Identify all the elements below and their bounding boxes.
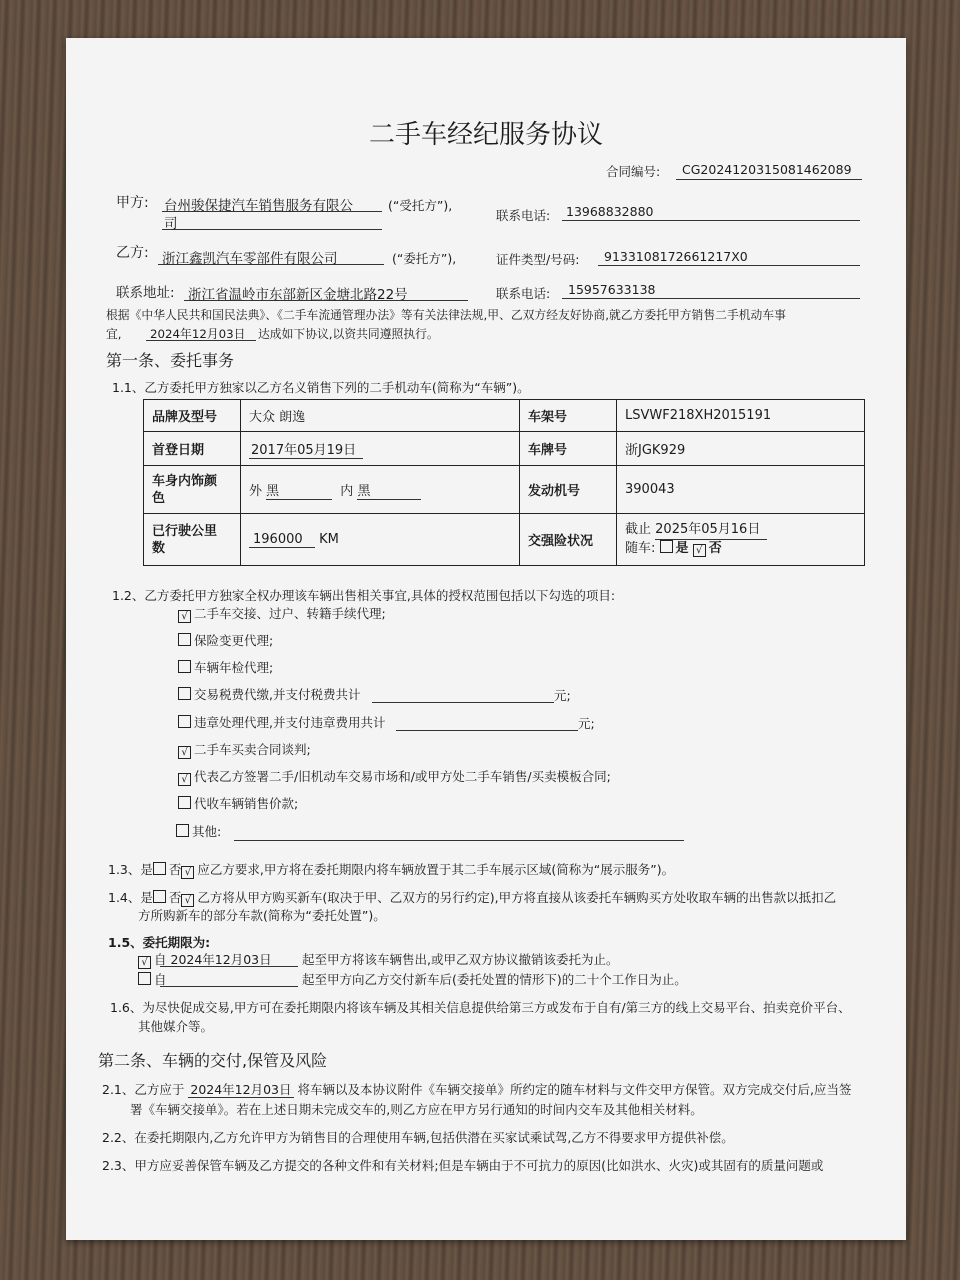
- underline: [160, 986, 298, 987]
- clause-1-3: [108, 860, 674, 879]
- option-checkbox[interactable]: √: [178, 746, 191, 759]
- option-item: [178, 604, 386, 623]
- underline: [160, 966, 298, 967]
- party-b-label: 乙方:: [116, 245, 149, 261]
- no-label: 否: [168, 862, 182, 877]
- option-item: [178, 767, 611, 786]
- yes-checkbox[interactable]: [153, 862, 166, 875]
- ins-no-label: 否: [708, 541, 722, 556]
- option-item: [178, 631, 273, 649]
- yes-label: 是: [140, 862, 153, 877]
- clause-text: 乙方将从甲方购买新车(取决于甲、乙双方的另行约定),甲方将直接从该委托车辆购买方处收取车辆的出售款以抵扣乙: [197, 890, 837, 905]
- underline: [396, 730, 578, 731]
- underline: [598, 265, 860, 266]
- preamble-line1: 根据《中华人民共和国民法典》、《二手车流通管理办法》等有关法律法规,甲、乙双方经友好协商,就乙方委托甲方销售二手机动车事: [106, 308, 786, 322]
- clause-1-5-heading: 1.5、委托期限为:: [108, 935, 211, 950]
- delivery-date: 2024年12月03日: [190, 1082, 292, 1097]
- option-tail: 元;: [578, 716, 595, 731]
- insurance-label: 交强险状况: [520, 514, 617, 566]
- from-label: 自: [154, 952, 167, 967]
- plate-label: 车牌号: [520, 432, 617, 466]
- option-checkbox[interactable]: √: [178, 773, 191, 786]
- preamble-date: 2024年12月03日: [150, 327, 246, 341]
- party-b-phone: 15957633138: [568, 282, 656, 297]
- mileage-cell: [241, 514, 520, 566]
- underline: [158, 264, 384, 265]
- color-label-2: 色: [152, 490, 166, 506]
- option-label: 保险变更代理;: [194, 633, 274, 648]
- party-a-label: 甲方:: [116, 195, 149, 211]
- vin-label: 车架号: [520, 400, 617, 432]
- party-a-role: (“受托方”),: [388, 198, 453, 213]
- table-row: [144, 466, 865, 514]
- option-checkbox[interactable]: [178, 715, 191, 728]
- section2-heading: 第二条、车辆的交付,保管及风险: [98, 1051, 328, 1070]
- from-label: 自: [154, 972, 167, 987]
- option-label: 二手车交接、过户、转籍手续代理;: [194, 606, 386, 621]
- table-row: [144, 432, 865, 466]
- party-b-address: 浙江省温岭市东部新区金塘北路22号: [188, 287, 408, 303]
- clause-1-1: 1.1、乙方委托甲方独家以乙方名义销售下列的二手机动车(简称为“车辆”)。: [112, 380, 530, 395]
- clause-2-2: 2.2、在委托期限内,乙方允许甲方为销售目的合理使用车辆,包括供潜在买家试乘试驾,乙方不得要求甲方提供补偿。: [102, 1130, 734, 1145]
- clause-num: 1.3、: [108, 862, 141, 877]
- no-label: 否: [168, 890, 182, 905]
- no-checkbox[interactable]: √: [181, 894, 194, 907]
- mileage-unit: KM: [319, 531, 339, 547]
- clause-1-4: [108, 888, 836, 907]
- contract-no-label: 合同编号:: [606, 164, 661, 179]
- option-item: [178, 713, 385, 731]
- option-item: [178, 658, 273, 676]
- term-a-text: 起至甲方将该车辆售出,或甲乙双方协议撤销该委托为止。: [302, 952, 619, 967]
- yes-checkbox[interactable]: [153, 890, 166, 903]
- exterior-prefix: 外: [249, 483, 263, 499]
- underline: [162, 229, 382, 230]
- engine-label: 发动机号: [520, 466, 617, 514]
- option-label: 其他:: [192, 824, 222, 839]
- color-label-1: 车身内饰颜: [152, 473, 218, 489]
- insurance-cell: [617, 514, 865, 566]
- clause-text: 将车辆以及本协议附件《车辆交接单》所约定的随车材料与文件交甲方保管。双方完成交付后,应当签: [297, 1082, 852, 1097]
- table-row: [144, 514, 865, 566]
- option-label: 违章处理代理,并支付违章费用共计: [194, 715, 386, 730]
- exterior-value: 黑: [266, 480, 332, 500]
- option-label: 代表乙方签署二手/旧机动车交易市场和/或甲方处二手车销售/买卖模板合同;: [194, 769, 611, 784]
- party-b-id-no: 9133108172661217X0: [604, 249, 748, 264]
- underline: [562, 220, 860, 221]
- interior-prefix: 内: [340, 483, 354, 499]
- clause-1-4-cont: 方所购新车的部分车款(简称为“委托处置”)。: [138, 908, 386, 923]
- option-checkbox[interactable]: [178, 660, 191, 673]
- option-item: [178, 685, 360, 703]
- party-b-role: (“委托方”),: [392, 251, 457, 266]
- underline: [562, 298, 860, 299]
- underline: [234, 840, 684, 841]
- party-b-addr-label: 联系地址:: [116, 285, 175, 301]
- color-label: [144, 466, 241, 514]
- term-a-date: 2024年12月03日: [170, 952, 272, 967]
- underline: [676, 179, 862, 180]
- vehicle-table: [143, 399, 865, 566]
- ins-with-car: 随车:: [625, 541, 656, 556]
- option-label: 交易税费代缴,并支付税费共计: [194, 687, 361, 702]
- party-a-name-2: 司: [164, 216, 178, 232]
- underline: [146, 340, 256, 341]
- plate-value: 浙JGK929: [617, 432, 865, 466]
- term-b-text: 起至甲方向乙方交付新车后(委托处置的情形下)的二十个工作日为止。: [302, 972, 687, 987]
- ins-until-date: 2025年05月16日: [655, 521, 767, 540]
- mileage-label: [144, 514, 241, 566]
- option-label: 二手车买卖合同谈判;: [194, 742, 311, 757]
- clause-1-6: 1.6、为尽快促成交易,甲方可在委托期限内将该车辆及其相关信息提供给第三方或发布于自有/第三方的线上交易平台、拍卖竞价平台、: [110, 1000, 851, 1015]
- option-item: [178, 794, 298, 812]
- clause-num: 1.4、: [108, 890, 141, 905]
- table-row: [144, 400, 865, 432]
- ins-no-checkbox[interactable]: √: [693, 544, 706, 557]
- vin-value: LSVWF218XH2015191: [617, 400, 865, 432]
- underline: [162, 211, 382, 212]
- party-b-phone-label: 联系电话:: [496, 286, 551, 301]
- clause-1-6-cont: 其他媒介等。: [138, 1019, 214, 1034]
- page-title: 二手车经纪服务协议: [368, 120, 603, 150]
- clause-2-3: 2.3、甲方应妥善保管车辆及乙方提交的各种文件和有关材料;但是车辆由于不可抗力的原因(比如洪水、火灾)或其固有的质量问题或: [102, 1158, 824, 1173]
- underline: [372, 702, 554, 703]
- option-tail: 元;: [554, 688, 571, 703]
- option-label: 代收车辆销售价款;: [194, 796, 299, 811]
- preamble-prefix: 宜,: [106, 327, 122, 341]
- preamble-suffix: 达成如下协议,以资共同遵照执行。: [258, 327, 439, 341]
- clause-text: 应乙方要求,甲方将在委托期限内将车辆放置于其二手车展示区域(简称为“展示服务”)。: [197, 862, 675, 877]
- mileage-value: 196000: [249, 532, 315, 548]
- party-a-phone-label: 联系电话:: [496, 208, 551, 223]
- ins-until-prefix: 截止: [625, 522, 652, 537]
- underline: [184, 300, 468, 301]
- interior-value: 黑: [357, 480, 421, 500]
- party-a-phone: 13968832880: [566, 204, 654, 219]
- term-b-checkbox[interactable]: [138, 972, 151, 985]
- option-label: 车辆年检代理;: [194, 660, 274, 675]
- section1-heading: 第一条、委托事务: [106, 351, 235, 370]
- clause-1-2: 1.2、乙方委托甲方独家全权办理该车辆出售相关事宜,具体的授权范围包括以下勾选的项目:: [112, 588, 616, 603]
- option-checkbox[interactable]: [178, 687, 191, 700]
- brand-value: 大众 朗逸: [241, 400, 520, 432]
- yes-label: 是: [140, 890, 153, 905]
- party-b-id-label: 证件类型/号码:: [496, 252, 580, 267]
- reg-date-label: 首登日期: [144, 432, 241, 466]
- option-item: [176, 822, 221, 840]
- option-checkbox[interactable]: [176, 824, 189, 837]
- clause-2-1: [102, 1080, 851, 1098]
- contract-paper: [66, 38, 906, 1240]
- option-checkbox[interactable]: [178, 633, 191, 646]
- option-checkbox[interactable]: [178, 796, 191, 809]
- contract-no: CG2024120315081462089: [682, 162, 852, 177]
- brand-label: 品牌及型号: [144, 400, 241, 432]
- party-a-name-1: 台州骏保捷汽车销售服务有限公: [164, 198, 353, 214]
- reg-date-cell: [241, 432, 520, 466]
- clause-2-1-cont: 署《车辆交接单》。若在上述日期未完成交车的,则乙方应在甲方另行通知的时间内交车及其他相关材料。: [130, 1102, 703, 1117]
- mileage-label-2: 数: [152, 540, 166, 556]
- reg-date-value: 2017年05月19日: [249, 439, 363, 459]
- ins-yes-checkbox[interactable]: [660, 540, 673, 553]
- ins-yes-label: 是: [675, 541, 689, 556]
- option-checkbox[interactable]: √: [178, 610, 191, 623]
- no-checkbox[interactable]: √: [181, 866, 194, 879]
- term-a-checkbox[interactable]: √: [138, 956, 151, 969]
- engine-value: 390043: [617, 466, 865, 514]
- color-cell: [241, 466, 520, 514]
- mileage-label-1: 已行驶公里: [152, 523, 218, 539]
- option-item: [178, 740, 311, 759]
- party-b-name: 浙江鑫凯汽车零部件有限公司: [162, 251, 338, 267]
- clause-text: 2.1、乙方应于: [102, 1082, 185, 1097]
